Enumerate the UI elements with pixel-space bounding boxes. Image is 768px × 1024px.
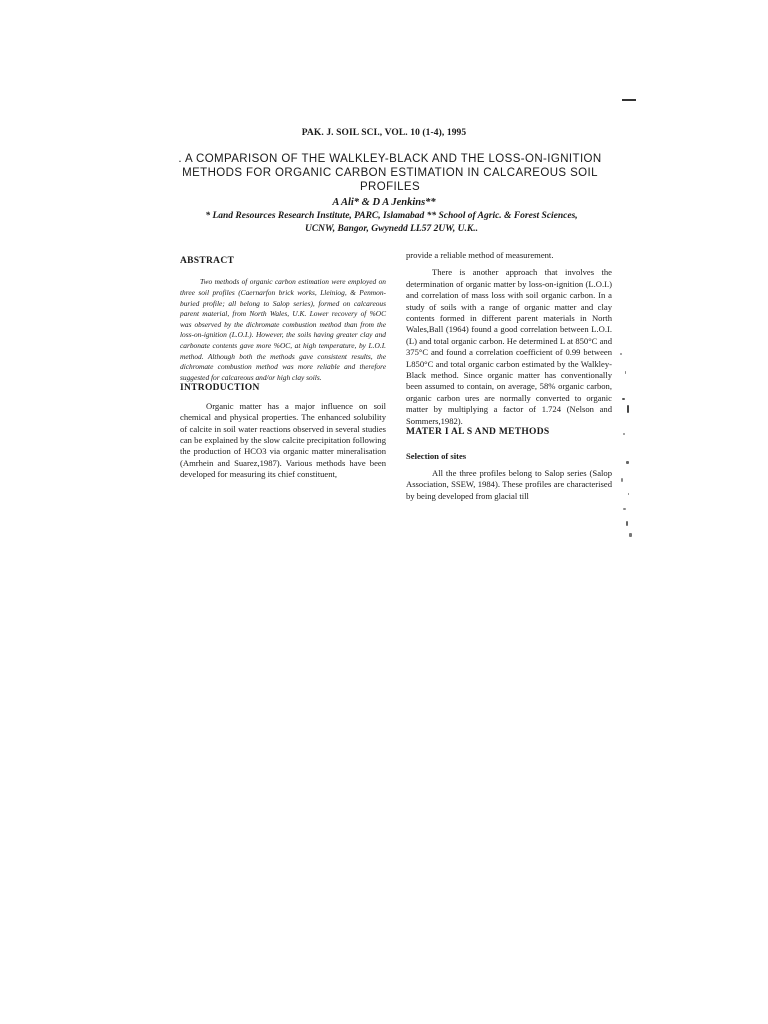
journal-header: PAK. J. SOIL SCI., VOL. 10 (1-4), 1995: [301, 128, 467, 138]
authors: A Ali* & D A Jenkins**: [332, 197, 436, 208]
abstract-heading: ABSTRACT: [180, 256, 235, 266]
affiliation: [174, 210, 609, 236]
corner-mark: [622, 99, 636, 101]
sites-heading: Selection of sites: [406, 450, 467, 461]
scan-edge-noise: [617, 343, 635, 543]
methods-heading: MATER I AL S AND METHODS: [406, 427, 550, 438]
title-line: . A COMPARISON OF THE WALKLEY-BLACK AND THE LOSS-ON-IGNITION: [178, 153, 602, 165]
left-column: [180, 256, 386, 481]
affiliation-line: UCNW, Bangor, Gwynedd LL57 2UW, U.K..: [304, 224, 479, 234]
title-line: PROFILES: [359, 181, 421, 193]
affiliation-line: * Land Resources Research Institute, PARC, Islamabad ** School of Agric. & Forest Sciences,: [205, 211, 578, 221]
introduction-heading: INTRODUCTION: [180, 383, 260, 394]
sites-text: All the three profiles belong to Salop series (Salop Association, SSEW, 1984). These profiles are characterised by being developed from glacial till: [406, 467, 612, 501]
continuation-text: provide a reliable method of measurement.: [406, 250, 554, 260]
title-line: METHODS FOR ORGANIC CARBON ESTIMATION IN CALCAREOUS SOIL: [182, 167, 598, 179]
right-column: [406, 250, 612, 502]
introduction-text: Organic matter has a major influence on soil chemical and physical properties. The enhanced solubility of calcite in soil water reactions observed in several studies can be explained by the slow calcite precipitation following the production of HCO3 via organic matter mineralisation (Amrhein and Suarez,1987). Various methods have been developed for measuring its chief constituent,: [180, 400, 386, 480]
paper-title: [175, 152, 605, 194]
abstract-text: Two methods of organic carbon estimation were employed on three soil profiles (Caernarfon brick works, Lleiniog, & Penmon-buried profile; all belong to Salop series), formed on calcareous parent material, from North Wales, U.K. Lower recovery of %OC was observed by the dichromate combustion method than from the loss-on-ignition (L.O.I.). However, the soils having greater clay and carbonate contents gave more %OC, at high temperature, by L.O.I. method. Although both the methods gave consistent results, the dichromate combustion method was more reliable and therefore suggested for calcareous and/or high clay soils.: [180, 277, 386, 382]
loi-paragraph: There is another approach that involves the determination of organic matter by loss-on-ignition (L.O.I.) and correlation of mass loss with soil organic carbon. In a study of soils with a range of organic matter and clay contents formed in different parent materials in North Wales,Ball (1964) found a good correlation between L.O.I. (L) and total organic carbon. He determined L at 850°C and 375°C and found a correlation coefficient of 0.99 between L850°C and total organic carbon estimated by the Walkley-Black method. Since organic matter has conventionally been assumed to contain, on average, 58% organic carbon, organic carbon ures are normally converted to organic matter by multiplying a factor of 1.724 (Nelson and Sommers,1982).: [406, 267, 612, 426]
